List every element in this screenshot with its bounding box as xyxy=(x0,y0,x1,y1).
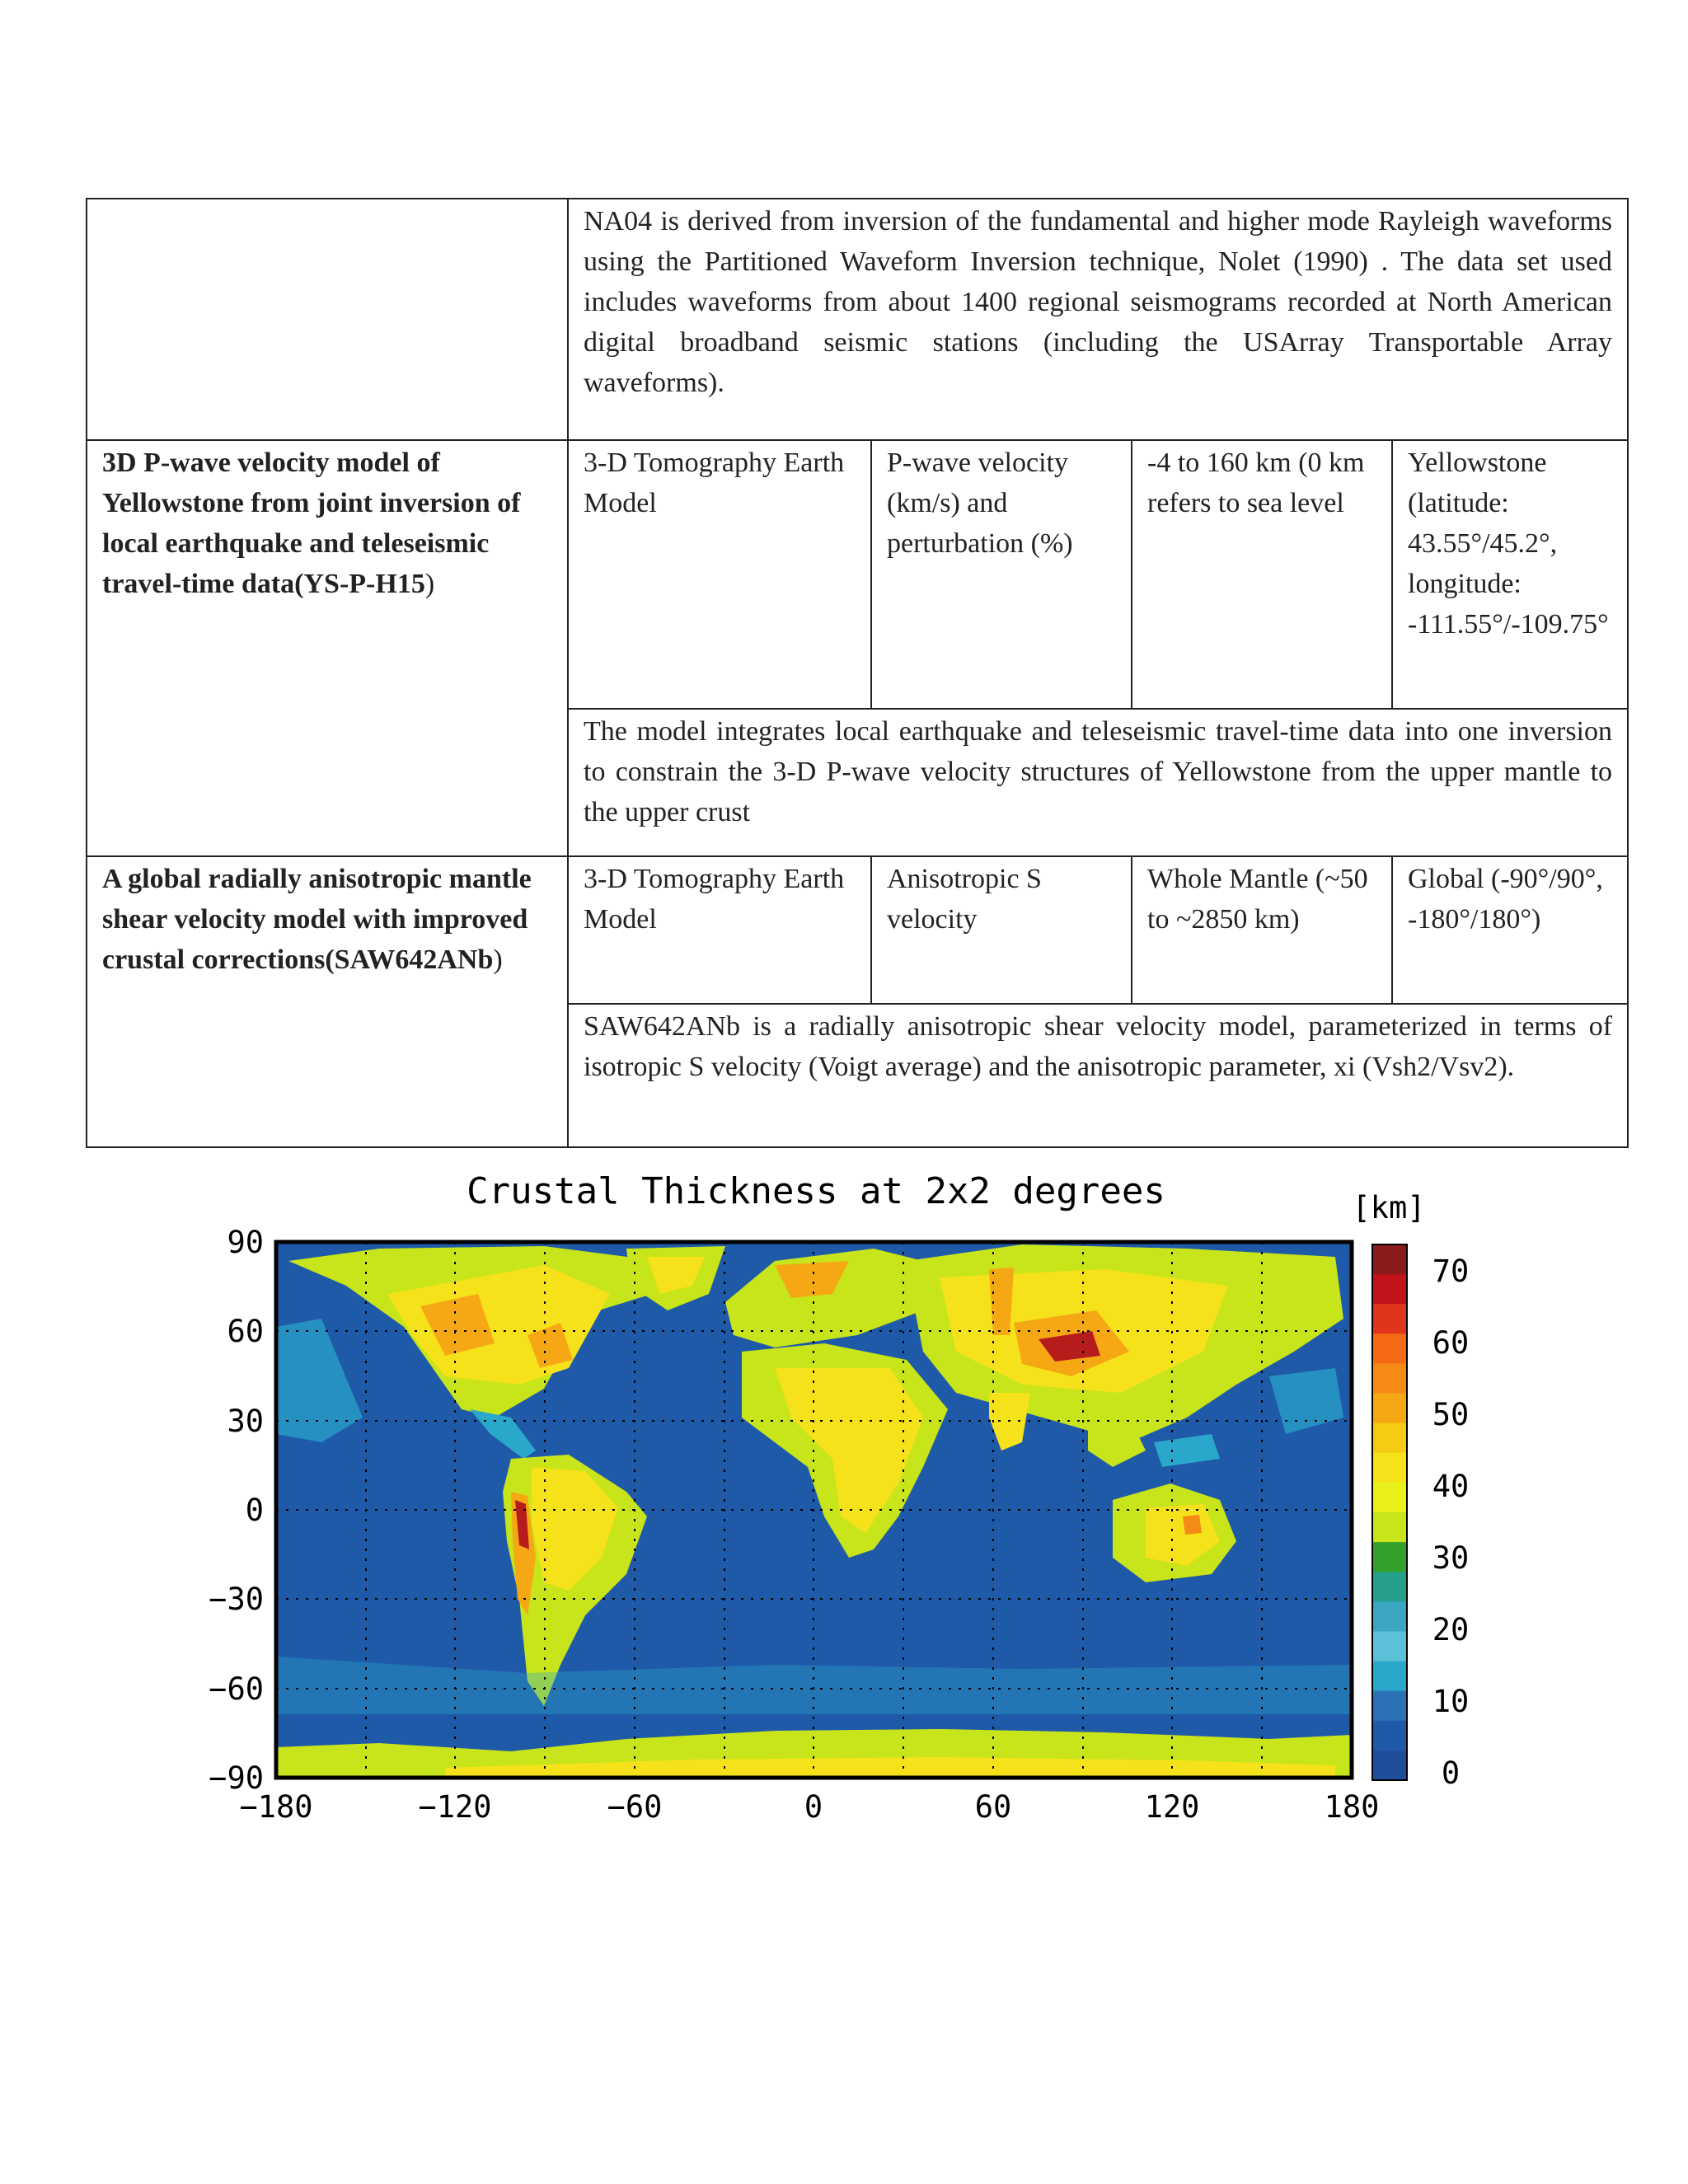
colorbar-tick-label: 0 xyxy=(1441,1755,1461,1791)
y-tick-label: 90 xyxy=(227,1225,264,1260)
table-row xyxy=(87,199,1628,440)
y-tick-label: −60 xyxy=(209,1671,264,1707)
colorbar-segment xyxy=(1372,1512,1407,1543)
model-depth-cell: -4 to 160 km (0 km refers to sea level xyxy=(1132,440,1392,709)
map-panel xyxy=(276,1242,1352,1778)
x-tick-label: −180 xyxy=(239,1789,313,1825)
colorbar-segment xyxy=(1372,1244,1407,1275)
colorbar-segment xyxy=(1372,1631,1407,1661)
model-description-cell: The model integrates local earthquake and teleseismic travel-time data into one inversion to constrain the 3-D P-wave velocity structures of Yellowstone from the upper mantle to the upper crust xyxy=(568,709,1628,856)
model-quantity-cell: Anisotropic S velocity xyxy=(871,856,1132,1004)
model-type-cell: 3-D Tomography Earth Model xyxy=(568,856,871,1004)
crustal-thickness-figure xyxy=(198,1170,1470,1830)
x-tick-label: 0 xyxy=(804,1789,823,1825)
x-tick-label: −120 xyxy=(418,1789,492,1825)
colorbar-segment xyxy=(1372,1333,1407,1364)
colorbar-segment xyxy=(1372,1304,1407,1334)
colorbar-segment xyxy=(1372,1572,1407,1602)
model-name-cell: 3D P-wave velocity model of Yellowstone from joint inversion of local earthquake and teleseismic travel-time data(YS-P-H15) xyxy=(87,440,568,856)
colorbar-segment xyxy=(1372,1483,1407,1513)
figure-title: Crustal Thickness at 2x2 degrees xyxy=(467,1170,1165,1212)
x-axis xyxy=(239,1789,1379,1825)
x-tick-label: −60 xyxy=(607,1789,663,1825)
colorbar-tick-label: 20 xyxy=(1432,1612,1470,1647)
colorbar-tick-label: 50 xyxy=(1432,1397,1470,1432)
model-description-cell: SAW642ANb is a radially anisotropic shear velocity model, parameterized in terms of isotropic S velocity (Voigt average) and the anisotropic parameter, xi (Vsh2/Vsv2). xyxy=(568,1004,1628,1147)
x-tick-label: 180 xyxy=(1324,1789,1380,1825)
y-axis xyxy=(209,1225,264,1796)
y-tick-label: −90 xyxy=(209,1760,264,1796)
x-tick-label: 60 xyxy=(974,1789,1012,1825)
colorbar-segment xyxy=(1372,1721,1407,1751)
y-tick-label: 0 xyxy=(245,1493,264,1528)
model-coverage-cell: Yellowstone (latitude: 43.55°/45.2°, longitude: -111.55°/-109.75° xyxy=(1392,440,1628,709)
colorbar-tick-label: 10 xyxy=(1432,1684,1470,1719)
table-row xyxy=(87,856,1628,1004)
model-name-cell: A global radially anisotropic mantle shear velocity model with improved crustal corrections(SAW642ANb) xyxy=(87,856,568,1147)
colorbar-ticks xyxy=(1432,1254,1470,1791)
colorbar-segment xyxy=(1372,1542,1407,1572)
colorbar-segment xyxy=(1372,1363,1407,1394)
colorbar-tick-label: 30 xyxy=(1432,1540,1470,1576)
model-coverage-cell: Global (-90°/90°, -180°/180°) xyxy=(1392,856,1628,1004)
model-name-cell xyxy=(87,199,568,440)
colorbar-segment xyxy=(1372,1394,1407,1424)
colorbar-unit: [km] xyxy=(1352,1190,1426,1226)
colorbar-tick-label: 40 xyxy=(1432,1469,1470,1504)
y-tick-label: −30 xyxy=(209,1582,264,1617)
crustal-thickness-map xyxy=(198,1170,1470,1830)
models-table xyxy=(86,198,1629,1148)
colorbar-segment xyxy=(1372,1274,1407,1305)
colorbar-segment xyxy=(1372,1423,1407,1454)
x-tick-label: 120 xyxy=(1144,1789,1200,1825)
colorbar-segment xyxy=(1372,1661,1407,1692)
colorbar xyxy=(1372,1244,1407,1781)
colorbar-segment xyxy=(1372,1453,1407,1483)
table-row xyxy=(87,440,1628,709)
model-description-cell: NA04 is derived from inversion of the fundamental and higher mode Rayleigh waveforms using the Partitioned Waveform Inversion technique, Nolet (1990) . The data set used includes waveforms from about 1400 regional seismograms recorded at North American digital broadband seismic stations (including the USArray Transportable Array waveforms). xyxy=(568,199,1628,440)
colorbar-tick-label: 60 xyxy=(1432,1325,1470,1361)
y-tick-label: 30 xyxy=(227,1404,264,1439)
colorbar-tick-label: 70 xyxy=(1432,1254,1470,1289)
colorbar-segment xyxy=(1372,1601,1407,1632)
model-quantity-cell: P-wave velocity (km/s) and perturbation (%) xyxy=(871,440,1132,709)
model-type-cell: 3-D Tomography Earth Model xyxy=(568,440,871,709)
model-depth-cell: Whole Mantle (~50 to ~2850 km) xyxy=(1132,856,1392,1004)
colorbar-segment xyxy=(1372,1691,1407,1722)
y-tick-label: 60 xyxy=(227,1314,264,1349)
colorbar-segment xyxy=(1372,1750,1407,1781)
